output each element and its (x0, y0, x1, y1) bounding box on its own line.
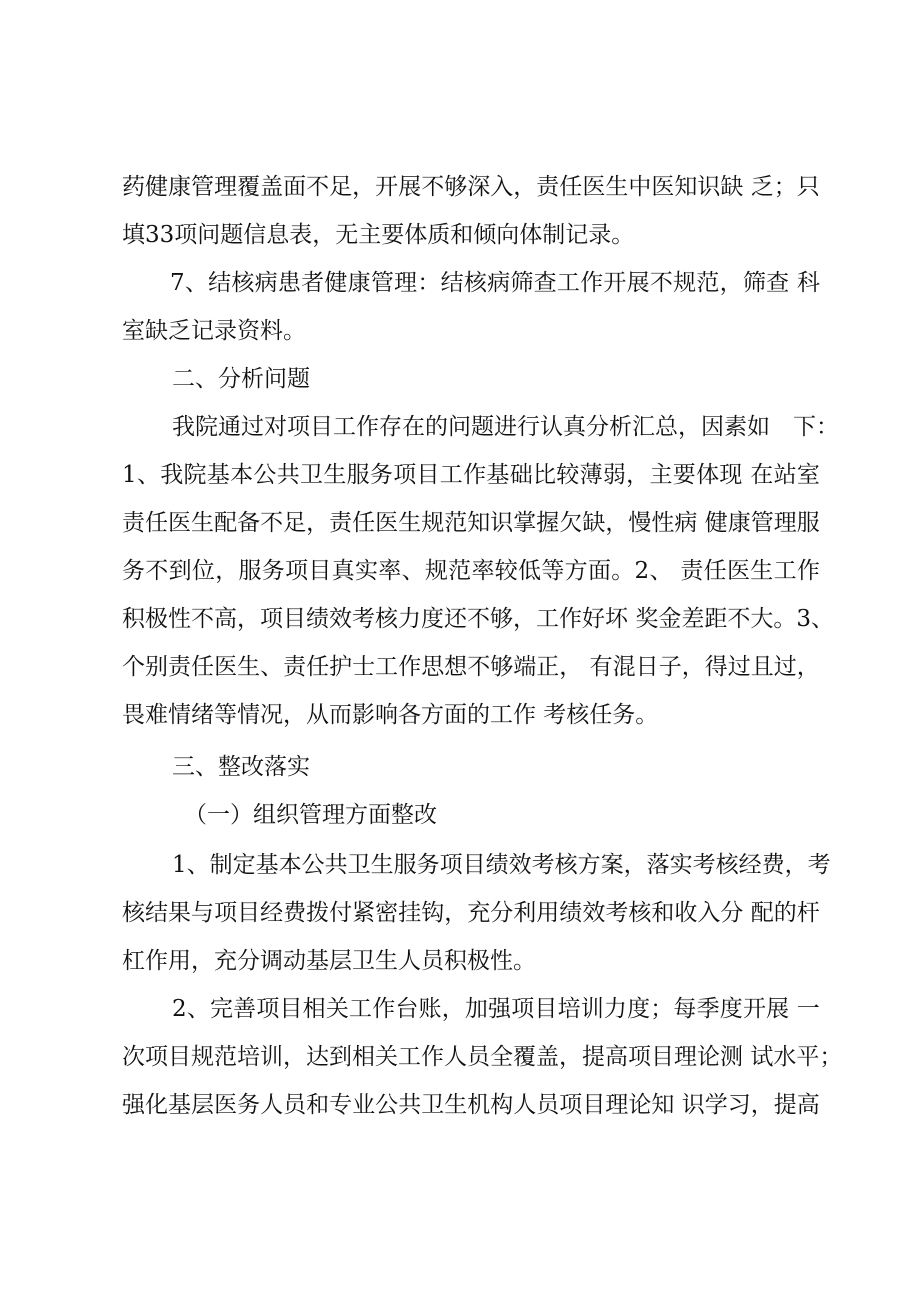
text-line-12: 畏难情绪等情况，从而影响各方面的工作 考核任务。 (122, 702, 659, 728)
section-heading-3: 三、整改落实 (172, 754, 310, 780)
text-line-1: 药 健 康 管 理 覆 盖 面 不 足 ， 开 展 不 够 深 入 ， 责 任 医 生 中 医 知 识 缺 乏 ； 只 (122, 174, 820, 200)
text-line-16: 核 结 果 与 项 目 经 费 拨 付 紧 密 挂 钩 ， 充 分 利 用 绩 效 考 核 和 收 入 分 配 的 杆 (122, 900, 820, 926)
text-line-20: 强 化 基 层 医 务 人 员 和 专 业 公 共 卫 生 机 构 人 员 项 目 理 论 知 识 学 习 ， 提 高 (122, 1092, 820, 1118)
text-line-10: 积 极 性 不 高 ， 项 目 绩 效 考 核 力 度 还 不 够 ， 工 作 好 坏 奖 金 差 距 不 大 。 3 、 (122, 606, 834, 632)
subsection-heading-1: （一）组织管理方面整改 (184, 802, 437, 828)
text-line-2: 填33项问题信息表，无主要体质和倾向体制记录。 (122, 222, 635, 248)
section-heading-2: 二、分析问题 (172, 366, 310, 392)
text-line-9: 务 不 到 位 ， 服 务 项 目 真 实 率 、 规 范 率 较 低 等 方 面 。 2 、 责 任 医 生 工 作 (122, 558, 820, 584)
text-line-15: 1 、 制 定 基 本 公 共 卫 生 服 务 项 目 绩 效 考 核 方 案 ， 落 实 考 核 经 费 ， 考 (172, 852, 831, 878)
text-line-4: 室缺乏记录资料。 (122, 318, 306, 344)
text-line-19: 次 项 目 规 范 培 训 ， 达 到 相 关 工 作 人 员 全 覆 盖 ， 提 高 项 目 理 论 测 试 水 平 ； (122, 1044, 843, 1070)
text-line-17: 杠作用，充分调动基层卫生人员积极性。 (122, 948, 536, 974)
text-line-6: 我 院 通 过 对 项 目 工 作 存 在 的 问 题 进 行 认 真 分 析 汇 总 ， 因 素 如 下 ： (172, 414, 839, 440)
text-line-7: 1 、 我 院 基 本 公 共 卫 生 服 务 项 目 工 作 基 础 比 较 薄 弱 ， 主 要 体 现 在 站 室 (122, 462, 820, 488)
text-line-3: 7 、 结 核 病 患 者 健 康 管 理 ： 结 核 病 筛 查 工 作 开 展 不 规 范 ， 筛 查 科 (170, 270, 820, 296)
text-line-8: 责 任 医 生 配 备 不 足 ， 责 任 医 生 规 范 知 识 掌 握 欠 缺 ， 慢 性 病 健 康 管 理 服 (122, 510, 820, 536)
text-line-18: 2 、 完 善 项 目 相 关 工 作 台 账 ， 加 强 项 目 培 训 力 度 ； 每 季 度 开 展 一 (172, 996, 820, 1022)
text-line-11: 个 别 责 任 医 生 、 责 任 护 士 工 作 思 想 不 够 端 正 ， 有 混 日 子 ， 得 过 且 过 ， (122, 654, 820, 680)
